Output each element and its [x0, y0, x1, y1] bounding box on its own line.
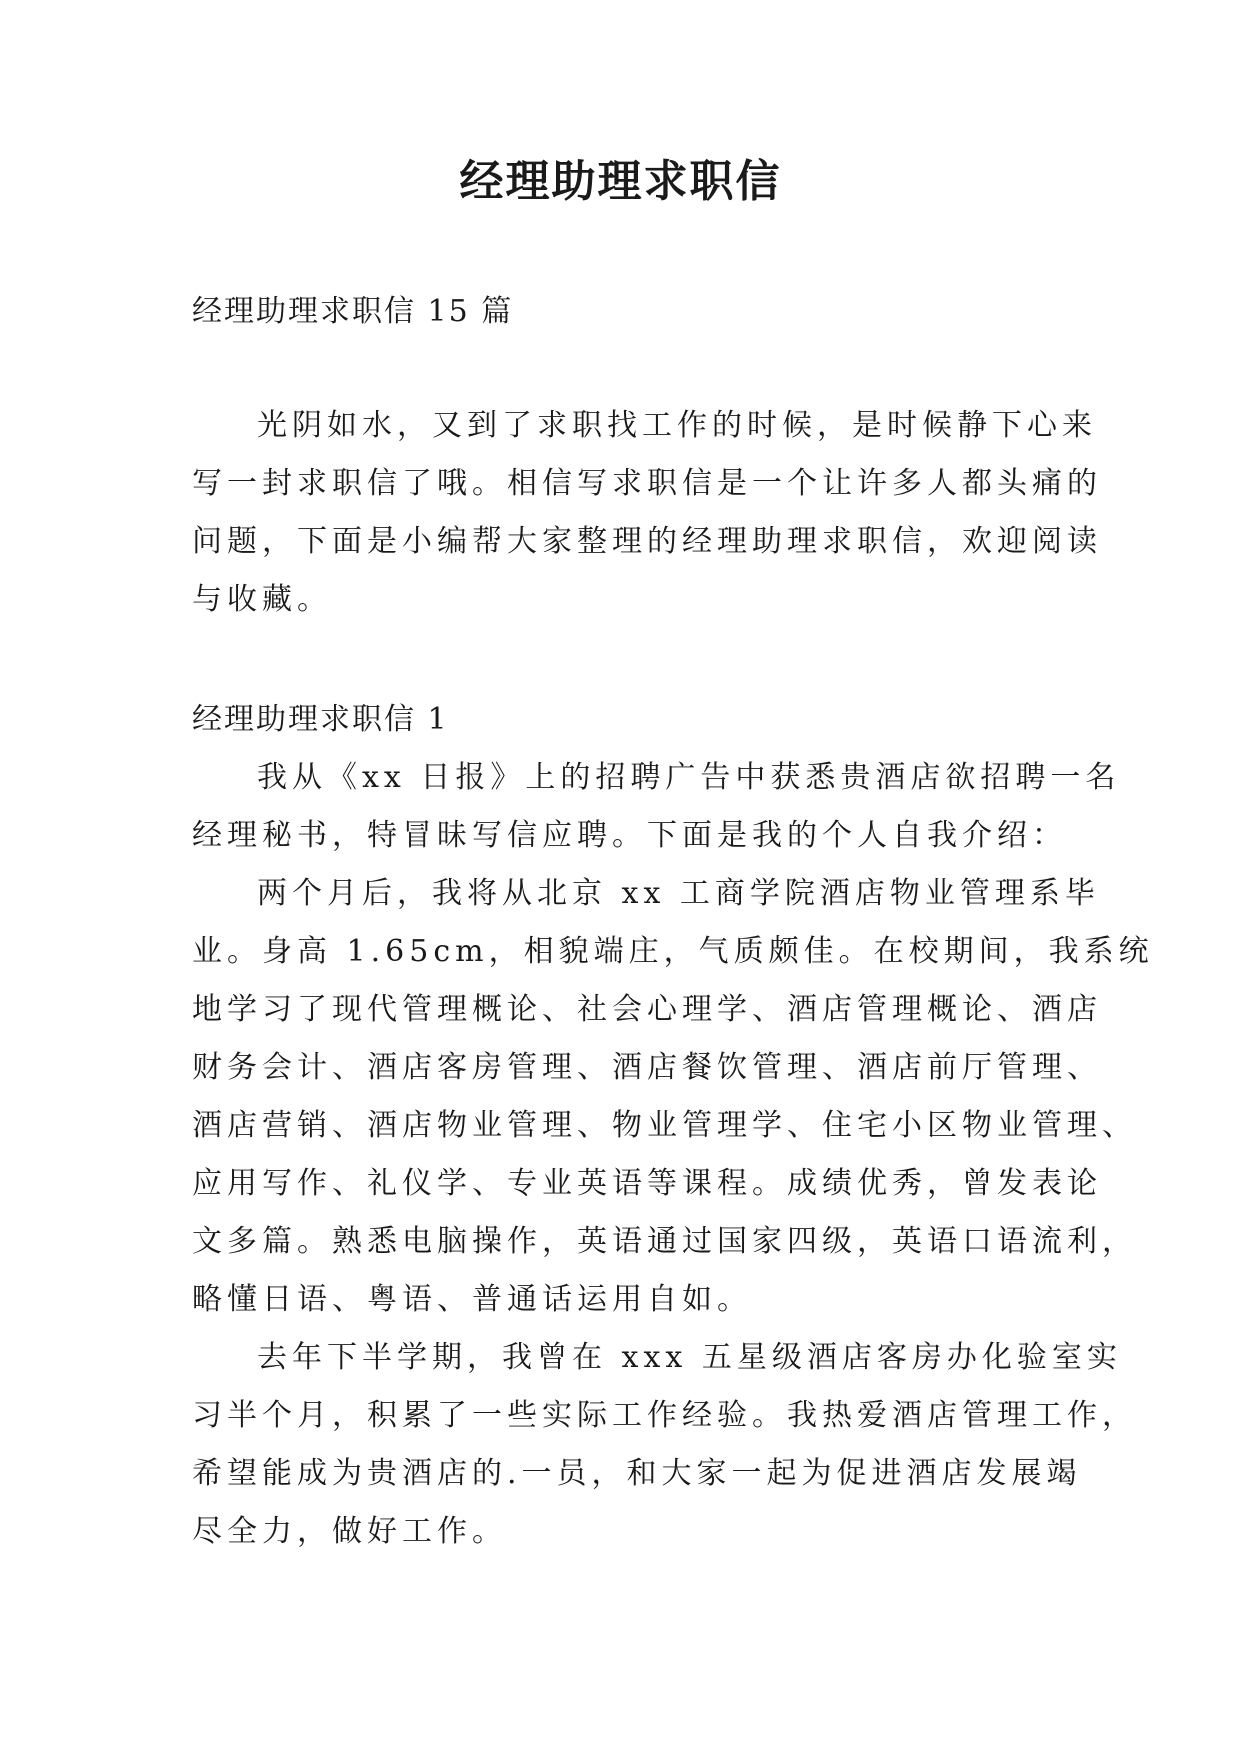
intro-line-2: 写一封求职信了哦。相信写求职信是一个让许多人都头痛的 — [192, 466, 1102, 501]
body-line-1: 我从《xx 日报》上的招聘广告中获悉贵酒店欲招聘一名 — [257, 760, 1121, 795]
body-line-11: 去年下半学期，我曾在 xxx 五星级酒店客房办化验室实 — [257, 1340, 1122, 1375]
body-line-3: 两个月后，我将从北京 xx 工商学院酒店物业管理系毕 — [257, 876, 1100, 911]
body-line-12: 习半个月，积累了一些实际工作经验。我热爱酒店管理工作， — [192, 1398, 1137, 1433]
body-line-7: 酒店营销、酒店物业管理、物业管理学、住宅小区物业管理、 — [192, 1108, 1137, 1143]
intro-line-1: 光阴如水，又到了求职找工作的时候，是时候静下心来 — [257, 408, 1097, 443]
body-line-5: 地学习了现代管理概论、社会心理学、酒店管理概论、酒店 — [192, 992, 1102, 1027]
intro-line-3: 问题，下面是小编帮大家整理的经理助理求职信，欢迎阅读 — [192, 524, 1102, 559]
document-title: 经理助理求职信 — [459, 156, 782, 207]
intro-line-4: 与收藏。 — [192, 582, 332, 617]
body-line-13: 希望能成为贵酒店的.一员，和大家一起为促进酒店发展竭 — [192, 1456, 1082, 1491]
section-heading: 经理助理求职信 1 — [192, 702, 449, 737]
body-line-6: 财务会计、酒店客房管理、酒店餐饮管理、酒店前厅管理、 — [192, 1050, 1102, 1085]
body-line-2: 经理秘书，特冒昧写信应聘。下面是我的个人自我介绍： — [192, 818, 1067, 853]
body-line-10: 略懂日语、粤语、普通话运用自如。 — [192, 1282, 752, 1317]
body-line-4: 业。身高 1.65cm，相貌端庄，气质颇佳。在校期间，我系统 — [192, 934, 1154, 969]
body-line-9: 文多篇。熟悉电脑操作，英语通过国家四级，英语口语流利， — [192, 1224, 1137, 1259]
body-line-14: 尽全力，做好工作。 — [192, 1514, 507, 1549]
document-subtitle: 经理助理求职信 15 篇 — [192, 294, 514, 329]
body-line-8: 应用写作、礼仪学、专业英语等课程。成绩优秀，曾发表论 — [192, 1166, 1102, 1201]
